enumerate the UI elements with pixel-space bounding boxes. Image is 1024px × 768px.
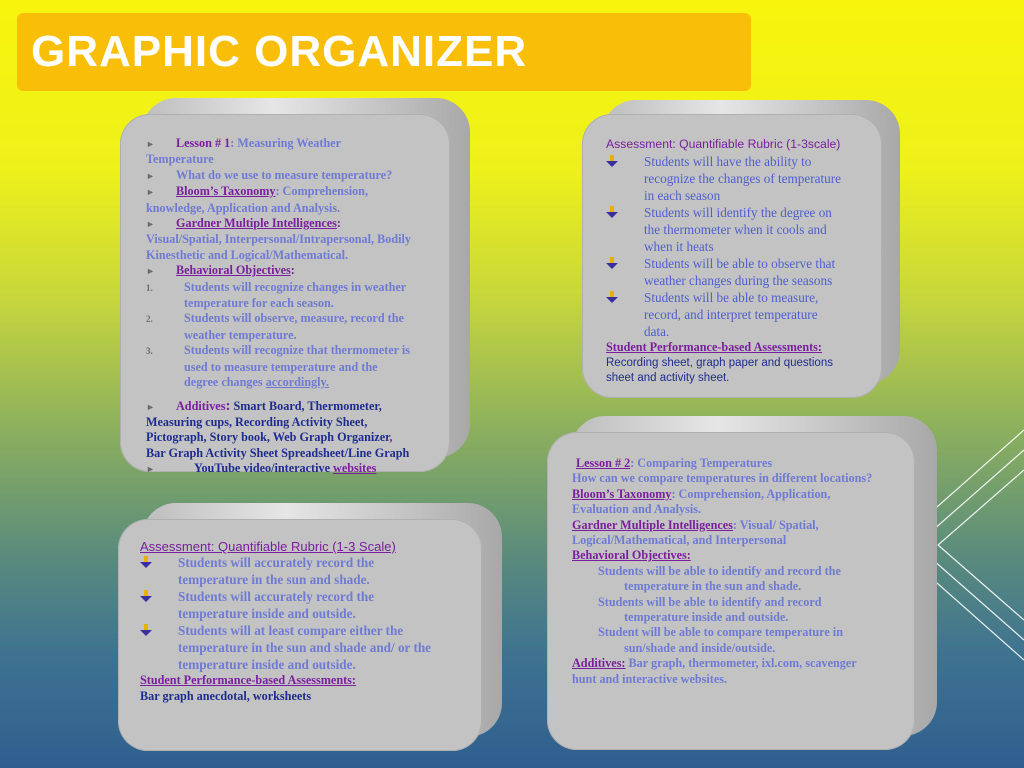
list-item: Students will have the ability to recognize the changes of temperature in each season xyxy=(606,153,886,204)
list-item: Students will accurately record the temperature in the sun and shade. xyxy=(140,554,480,588)
assessment1-box: Assessment: Quantifiable Rubric (1-3scale) Students will have the ability to recognize the changes of temperature in each season Students will identify the degree on the thermometer when it cools and when it heats Students will be able to observe that weather changes during the seasons Students will be able to measure, record, and interpret temperature data. Student Performance-based Assessments: Recording sheet, graph paper and questions sheet and activity sheet. xyxy=(582,100,900,398)
lesson1-gardner-label: Gardner Multiple Intelligences xyxy=(176,216,337,231)
lesson2-behavioral-label: Behavioral Objectives: xyxy=(572,548,691,563)
assessment2-box: Assessment: Quantifiable Rubric (1-3 Scale) Students will accurately record the temperature in the sun and shade. Students will accurately record the temperature inside and outside. Students will at least compare either the temperature in the sun and shade and/ or the temperature inside and outside. Student Performance-based Assessments: Bar graph anecdotal, worksheets xyxy=(118,503,502,751)
lesson1-blooms-label: Bloom’s Taxonomy xyxy=(176,184,276,199)
lesson1-label: Lesson # 1 xyxy=(176,136,231,150)
list-item: Students will be able to measure, record, and interpret temperature data. xyxy=(606,289,886,340)
list-item: Students will identify the degree on the thermometer when it cools and when it heats xyxy=(606,204,886,255)
lesson1-box: ► Lesson # 1: Measuring Weather Temperature ► What do we use to measure temperature? ► Bloom’s Taxonomy: Comprehension, knowledge, Application and Analysis. ► Gardner Multiple Intelligences: Visual/Spatial, Interpersonal/Intrapersonal, Bodily Kinesthetic and Logical/Mathematical. ► Behavioral Objectives: 1. Students will recognize changes in weather temperature for each season. 2. Students will observe, measure, record the weather temperature. 3. Students will recognize that thermometer is used to measure temperature and the degree changes accordingly. ► Additives: Smart Board, Thermometer, Measuring cups, Recording Activity Sheet, Pictograph, Story book, Web Graph Organizer, Bar Graph Activity Sheet Spreadsheet/Line Graph ► YouTube video/interactive websites xyxy=(120,98,470,472)
list-item: Students will accurately record the temperature inside and outside. xyxy=(140,588,480,622)
lesson2-additives-label: Additives: xyxy=(572,656,626,671)
list-item: Students will be able to observe that weather changes during the seasons xyxy=(606,255,886,289)
lesson1-question: What do we use to measure temperature? xyxy=(176,167,393,182)
lesson1-behavioral-label: Behavioral Objectives xyxy=(176,263,291,278)
assessment1-heading: Assessment: Quantifiable Rubric (1-3scale) xyxy=(606,137,841,151)
page-title: GRAPHIC ORGANIZER xyxy=(31,27,528,76)
assessment2-heading: Assessment: Quantifiable Rubric (1-3 Scale) xyxy=(140,539,396,554)
assessment1-performance-heading: Student Performance-based Assessments: xyxy=(606,339,822,354)
list-item: Students will at least compare either the temperature in the sun and shade and/ or the temperature inside and outside. xyxy=(140,622,480,673)
lesson2-question: How can we compare temperatures in different locations? xyxy=(572,471,873,486)
lesson2-label: Lesson # 2 xyxy=(576,456,631,470)
websites-link[interactable]: websites xyxy=(333,461,377,476)
lesson1-additives-label: Additives xyxy=(176,398,226,413)
assessment2-performance-heading: Student Performance-based Assessments: xyxy=(140,673,356,688)
lesson2-box: Lesson # 2: Comparing Temperatures How can we compare temperatures in different locations? Bloom’s Taxonomy: Comprehension, Application, Evaluation and Analysis. Gardner Multiple Intelligences: Visual/ Spatial, Logical/Mathematical, and Interpersonal Behavioral Objectives: Students will be able to identify and record the temperature in the sun and shade. Students will be able to identify and record temperature inside and outside. Student will be able to compare temperature in sun/shade and inside/outside. Additives: Bar graph, thermometer, ixl.com, scavenger hunt and interactive websites. xyxy=(547,416,937,750)
lesson2-blooms-label: Bloom’s Taxonomy xyxy=(572,486,672,501)
youtube-text: YouTube video/interactive xyxy=(194,461,334,476)
title-bar xyxy=(17,13,751,91)
lesson2-gardner-label: Gardner Multiple Intelligences xyxy=(572,517,733,532)
